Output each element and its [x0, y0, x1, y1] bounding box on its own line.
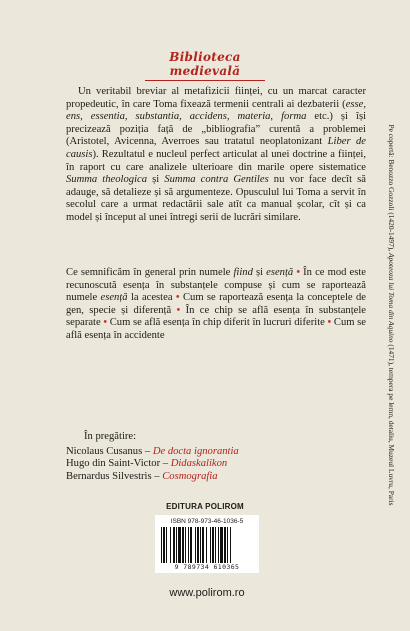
contents-item-1-esenta: esență [266, 267, 294, 278]
credit-text-1: Pe copertă: Benozzo Gozzoli (1420-1497), [387, 124, 396, 253]
series-underline [145, 80, 265, 81]
forthcoming-author: Hugo din Saint-Victor – [66, 458, 171, 470]
contents-item-2-end: la acestea [127, 292, 173, 304]
summary-text-2: etc.) și își precizează poziția față de „bibliografia” curentă a problemei (Aristotel, Avicenna, Averroes sau tratatul neoplatonizant [66, 111, 367, 148]
summary-paragraph [66, 86, 366, 225]
contents-item-6: Cum se află esența în accidente [66, 317, 366, 341]
credit-artwork-title: Apoteoza lui Toma din Aquino [387, 252, 396, 343]
contents-item-1: Ce semnificăm în general prin numele [66, 267, 234, 278]
summary-and: și [147, 174, 165, 186]
contents-item-3: Cum se raportează esența la conceptele de gen, specie și diferență [66, 292, 366, 316]
back-cover-summary [66, 86, 366, 225]
cover-credit [385, 15, 397, 615]
summary-summa-contra-gentiles: Summa contra Gentiles [164, 174, 269, 186]
contents-paragraph [66, 267, 366, 343]
bullet-separator: • [296, 267, 301, 278]
forthcoming-item [66, 458, 366, 471]
bullet-separator: • [176, 304, 181, 316]
publisher-website: www.polirom.ro [169, 587, 245, 599]
summary-text-3: ). Rezultatul e nucleul perfect articulat al unei doctrine a ființei, în raport cu care analizele ulterioare din marile opere sistematice [66, 148, 366, 173]
bullet-separator: • [327, 317, 332, 329]
publisher-name: EDITURA POLIROM [166, 502, 244, 511]
barcode-digits: 9 789734 610365 [174, 563, 240, 571]
contents-item-1-and: și [252, 267, 267, 278]
series-title: Biblioteca medievală [169, 50, 241, 78]
forthcoming-title: Cosmografia [162, 470, 218, 482]
barcode-icon [161, 527, 253, 563]
isbn-number: ISBN 978-973-46-1036-5 [170, 518, 244, 525]
summary-text-1: Un veritabil breviar al metafizicii ființei, cu un marcat caracter propedeutic, în care Toma fixează termenii centrali ai dezbaterii ( [66, 86, 366, 110]
forthcoming-author: Bernardus Silvestris – [66, 470, 163, 482]
contents-item-4: În ce chip se află esența în substanțele separate [66, 304, 366, 329]
forthcoming-title: Didaskalikon [170, 458, 228, 470]
forthcoming-titles [66, 431, 366, 483]
forthcoming-author: Nicolaus Cusanus – [66, 445, 153, 457]
summary-text-4: nu vor face decît să adauge, să detalieze și să argumenteze. Opusculul lui Toma a servit în secolul care a urmat redactării sale atît ca manual școlar, cît și ca model și început al unei întregi serii de lucrări similare. [66, 174, 367, 223]
isbn-barcode-box [155, 515, 259, 573]
forthcoming-heading: În pregătire: [84, 431, 137, 442]
bullet-separator: • [175, 292, 180, 304]
bullet-separator: • [103, 317, 108, 329]
contents-item-2: În ce mod este recunoscută esența în substanțele compuse și cum se raportează numele [66, 267, 366, 304]
contents-item-5: Cum se află esența în chip diferit în lucruri diferite [109, 317, 325, 329]
forthcoming-title: De docta ignorantia [152, 445, 239, 457]
contents-item-1-fiind: fiind [233, 267, 253, 278]
summary-summa-theologica: Summa theologica [66, 174, 148, 186]
contents-item-2-esenta: esență [100, 292, 128, 304]
series-heading [145, 50, 265, 81]
credit-text-2: (1471), tempera pe lemn, detaliu, Muzeul Luvru, Paris [387, 342, 396, 506]
forthcoming-item [66, 446, 366, 459]
summary-liber-de-causis: Liber de causis [66, 136, 366, 160]
table-of-contents [66, 267, 366, 343]
forthcoming-item [66, 471, 366, 484]
summary-terms: esse, ens, essentia, substantia, accidens, materia, forma [66, 98, 366, 123]
